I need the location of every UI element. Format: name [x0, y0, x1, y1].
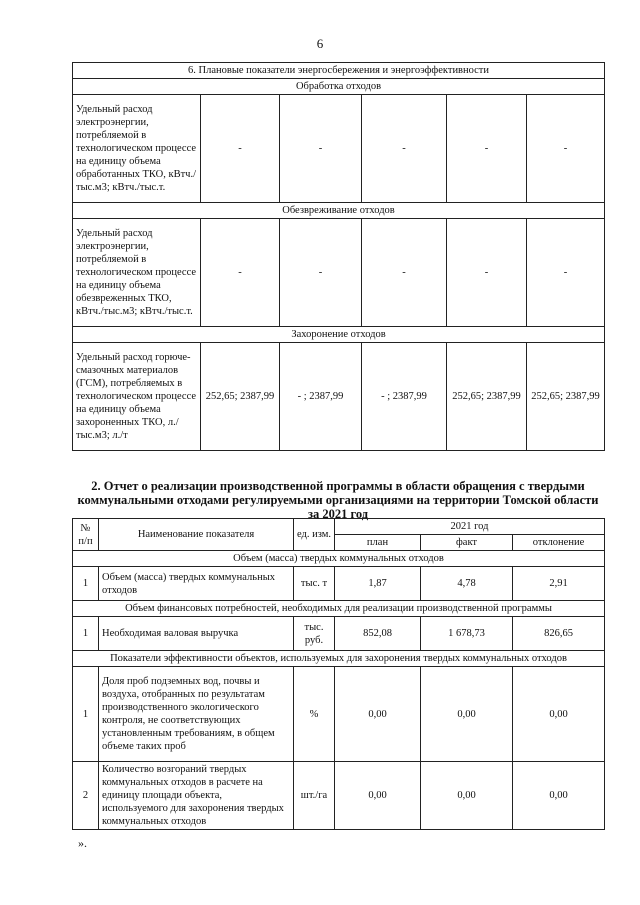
program-report-table	[72, 518, 605, 830]
group-subtitle: Объем (масса) твердых коммунальных отходов	[73, 551, 605, 567]
plan-cell: 852,08	[335, 617, 421, 651]
table-row	[73, 667, 605, 762]
page-number: 6	[316, 36, 324, 51]
section2-title: 2. Отчет о реализации производственной программы в области обращения с твердыми коммунальными отходами регулируемыми организациями на территории Томской области за 2021 год	[77, 479, 599, 521]
indicator-name: Количество возгораний твердых коммунальных отходов в расчете на единицу площади объекта, используемого для захоронения твердых коммунальных отходов	[99, 762, 294, 830]
fact-cell: 1 678,73	[421, 617, 513, 651]
closing-mark: ».	[78, 836, 87, 850]
group-subtitle: Обезвреживание отходов	[73, 203, 605, 219]
table-row	[73, 762, 605, 830]
table-subtitle-row	[73, 327, 605, 343]
table-subtitle-row	[73, 651, 605, 667]
row-num: 1	[73, 567, 99, 601]
value-cell: -	[527, 219, 605, 327]
value-cell: -	[201, 219, 280, 327]
deviation-cell: 826,65	[513, 617, 605, 651]
energy-indicators-table	[72, 62, 605, 451]
deviation-cell: 0,00	[513, 762, 605, 830]
value-cell: - ; 2387,99	[362, 343, 447, 451]
indicator-name: Удельный расход электроэнергии, потребляемой в технологическом процессе на единицу объема обработанных ТКО, кВтч./тыс.м3; кВтч./тыс.т.	[73, 95, 201, 203]
table-header-row	[73, 519, 605, 535]
section-title: 6. Плановые показатели энергосбережения и энергоэффективности	[73, 63, 605, 79]
table-row	[73, 219, 605, 327]
table-row	[73, 95, 605, 203]
table-row	[73, 343, 605, 451]
row-num: 2	[73, 762, 99, 830]
value-cell: -	[362, 95, 447, 203]
value-cell: 252,65; 2387,99	[447, 343, 527, 451]
plan-cell: 0,00	[335, 762, 421, 830]
deviation-cell: 0,00	[513, 667, 605, 762]
value-cell: -	[280, 219, 362, 327]
value-cell: -	[447, 219, 527, 327]
table-section-row	[73, 63, 605, 79]
table-subtitle-row	[73, 203, 605, 219]
table-subtitle-row	[73, 79, 605, 95]
row-num: 1	[73, 617, 99, 651]
col-header-num: № п/п	[73, 519, 99, 551]
indicator-name: Объем (масса) твердых коммунальных отходов	[99, 567, 294, 601]
group-subtitle: Показатели эффективности объектов, используемых для захоронения твердых коммунальных отходов	[73, 651, 605, 667]
group-subtitle: Объем финансовых потребностей, необходимых для реализации производственной программы	[73, 601, 605, 617]
col-header-unit: ед. изм.	[294, 519, 335, 551]
value-cell: 252,65; 2387,99	[201, 343, 280, 451]
value-cell: -	[447, 95, 527, 203]
indicator-name: Удельный расход электроэнергии, потребляемой в технологическом процессе на единицу объема обезвреженных ТКО, кВтч./тыс.м3; кВтч./тыс.т.	[73, 219, 201, 327]
deviation-cell: 2,91	[513, 567, 605, 601]
col-header-deviation: отклонение	[513, 535, 605, 551]
table-row	[73, 567, 605, 601]
value-cell: -	[201, 95, 280, 203]
value-cell: 252,65; 2387,99	[527, 343, 605, 451]
row-num: 1	[73, 667, 99, 762]
group-subtitle: Захоронение отходов	[73, 327, 605, 343]
indicator-name: Доля проб подземных вод, почвы и воздуха, отобранных по результатам производственного экологического контроля, не соответствующих установленным требованиям, в общем объеме таких проб	[99, 667, 294, 762]
col-header-year: 2021 год	[335, 519, 605, 535]
value-cell: -	[280, 95, 362, 203]
indicator-name: Необходимая валовая выручка	[99, 617, 294, 651]
group-subtitle: Обработка отходов	[73, 79, 605, 95]
table-row	[73, 617, 605, 651]
fact-cell: 4,78	[421, 567, 513, 601]
plan-cell: 0,00	[335, 667, 421, 762]
table-subtitle-row	[73, 601, 605, 617]
fact-cell: 0,00	[421, 667, 513, 762]
fact-cell: 0,00	[421, 762, 513, 830]
plan-cell: 1,87	[335, 567, 421, 601]
unit-cell: тыс. т	[294, 567, 335, 601]
table-subtitle-row	[73, 551, 605, 567]
unit-cell: тыс. руб.	[294, 617, 335, 651]
indicator-name: Удельный расход горюче-смазочных материалов (ГСМ), потребляемых в технологическом процессе на единицу объема захороненных ТКО, л./тыс.м3; л./т	[73, 343, 201, 451]
col-header-fact: факт	[421, 535, 513, 551]
value-cell: -	[362, 219, 447, 327]
value-cell: -	[527, 95, 605, 203]
unit-cell: %	[294, 667, 335, 762]
col-header-name: Наименование показателя	[99, 519, 294, 551]
value-cell: - ; 2387,99	[280, 343, 362, 451]
col-header-plan: план	[335, 535, 421, 551]
unit-cell: шт./га	[294, 762, 335, 830]
